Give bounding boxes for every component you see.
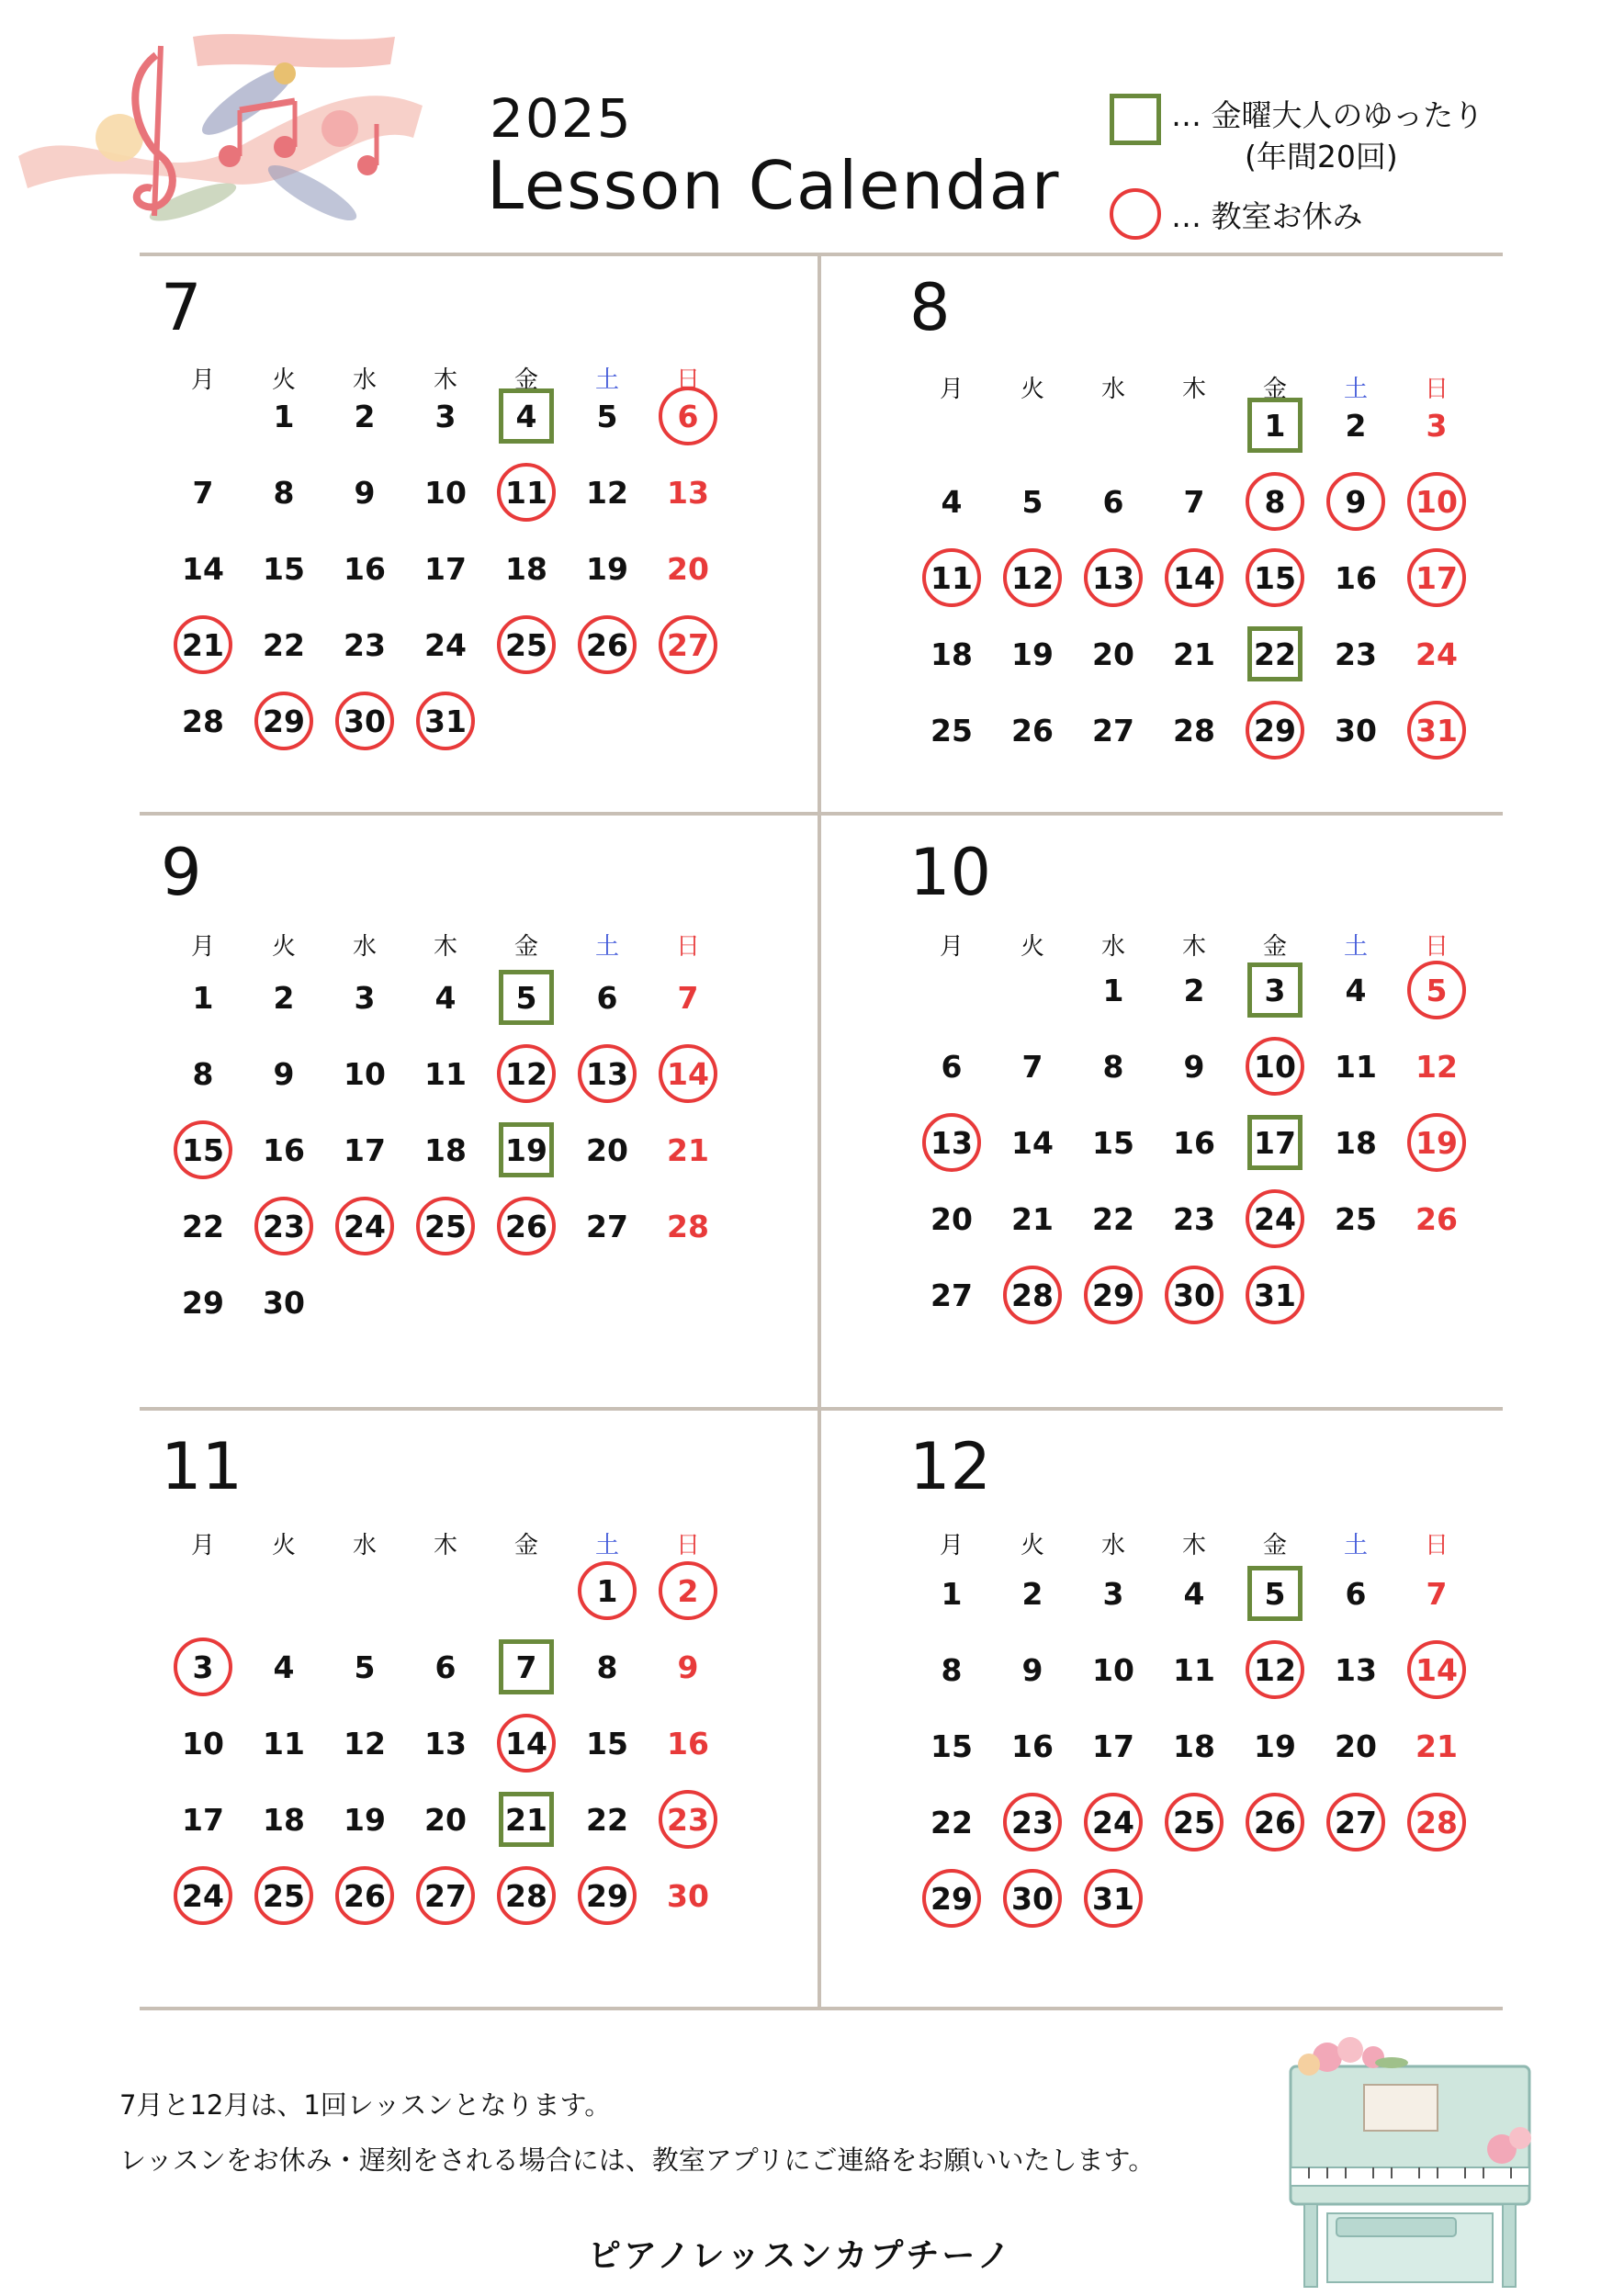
closed-day: 27: [416, 1866, 475, 1925]
weekday-label: 日: [675, 933, 700, 961]
closed-day: 28: [1003, 1266, 1062, 1324]
calendar-day: 19: [586, 550, 628, 587]
calendar-day: 5: [596, 398, 618, 434]
weekday-label: 火: [1020, 1532, 1044, 1559]
calendar-day: 23: [1173, 1200, 1215, 1237]
adult-lesson-day: 5: [499, 970, 554, 1025]
weekday-label: 火: [271, 366, 296, 394]
weekday-label: 水: [1100, 376, 1125, 403]
upright-piano-with-flowers-icon: [1272, 2030, 1548, 2291]
closed-day: 23: [254, 1197, 313, 1255]
calendar-day: 15: [586, 1725, 628, 1761]
calendar-day: 3: [354, 979, 376, 1016]
calendar-day: 4: [434, 979, 457, 1016]
calendar-day: 9: [1183, 1048, 1205, 1085]
month-number: 11: [161, 1429, 243, 1504]
calendar-day: 11: [263, 1725, 305, 1761]
closed-day: 25: [416, 1197, 475, 1255]
weekday-label: 火: [1020, 376, 1044, 403]
weekday-label: 木: [433, 366, 457, 394]
calendar-day: 19: [344, 1801, 386, 1838]
weekday-label: 土: [594, 366, 619, 394]
closed-day: 29: [1246, 701, 1304, 760]
adult-lesson-legend-sub: (年間20回): [1245, 139, 1398, 174]
weekday-label: 月: [939, 1532, 964, 1559]
adult-lesson-day: 5: [1247, 1566, 1303, 1621]
calendar-day: 30: [667, 1877, 709, 1914]
closed-day: 31: [1407, 701, 1466, 760]
weekday-label: 日: [675, 366, 700, 394]
divider-bottom: [140, 2007, 1503, 2010]
calendar-day: 9: [354, 474, 376, 511]
closed-day: 8: [1246, 472, 1304, 531]
calendar-day: 6: [596, 979, 618, 1016]
closed-day: 11: [497, 463, 556, 522]
weekday-label: 土: [594, 1532, 619, 1559]
calendar-day: 27: [930, 1277, 973, 1313]
closed-day: 13: [1084, 548, 1143, 607]
calendar-day: 11: [1173, 1651, 1215, 1688]
closed-day: 26: [497, 1197, 556, 1255]
weekday-label: 木: [433, 933, 457, 961]
weekday-label: 月: [939, 933, 964, 961]
closed-day: 29: [254, 692, 313, 750]
calendar-day: 27: [586, 1208, 628, 1244]
calendar-day: 25: [1335, 1200, 1377, 1237]
weekday-label: 日: [1424, 933, 1449, 961]
calendar-day: 8: [1102, 1048, 1124, 1085]
calendar-day: 4: [1183, 1575, 1205, 1612]
calendar-day: 6: [1102, 483, 1124, 520]
weekday-label: 日: [675, 1532, 700, 1559]
calendar-day: 22: [1092, 1200, 1134, 1237]
calendar-day: 1: [273, 398, 295, 434]
month-number: 8: [909, 270, 951, 345]
calendar-day: 16: [667, 1725, 709, 1761]
closed-day: 28: [497, 1866, 556, 1925]
closed-day: 14: [1407, 1640, 1466, 1699]
calendar-day: 22: [930, 1804, 973, 1840]
calendar-day: 21: [667, 1131, 709, 1168]
calendar-day: 20: [667, 550, 709, 587]
calendar-day: 6: [941, 1048, 963, 1085]
closed-day: 24: [174, 1866, 232, 1925]
weekday-label: 月: [939, 376, 964, 403]
adult-lesson-day: 19: [499, 1122, 554, 1177]
weekday-label: 金: [513, 933, 538, 961]
divider-top: [140, 253, 1503, 256]
closed-day-legend-label: … 教室お休み: [1171, 198, 1363, 234]
divider-vertical: [818, 254, 821, 2009]
calendar-day: 11: [424, 1055, 467, 1092]
calendar-day: 10: [182, 1725, 224, 1761]
closed-day: 14: [497, 1714, 556, 1773]
closed-day: 15: [174, 1120, 232, 1179]
closed-day: 13: [922, 1113, 981, 1172]
weekday-label: 土: [1343, 1532, 1368, 1559]
calendar-day: 15: [1092, 1124, 1134, 1161]
closed-day: 31: [1246, 1266, 1304, 1324]
calendar-day: 11: [1335, 1048, 1377, 1085]
calendar-day: 6: [434, 1649, 457, 1685]
closed-day: 31: [1084, 1869, 1143, 1928]
calendar-day: 28: [667, 1208, 709, 1244]
calendar-day: 10: [344, 1055, 386, 1092]
calendar-day: 14: [182, 550, 224, 587]
calendar-day: 17: [182, 1801, 224, 1838]
weekday-label: 水: [1100, 933, 1125, 961]
page-title: Lesson Calendar: [487, 147, 1061, 224]
closed-day: 11: [922, 548, 981, 607]
closed-day: 31: [416, 692, 475, 750]
closed-day: 15: [1246, 548, 1304, 607]
weekday-label: 金: [513, 1532, 538, 1559]
calendar-day: 23: [344, 626, 386, 663]
weekday-label: 火: [271, 933, 296, 961]
weekday-label: 金: [1262, 376, 1287, 403]
weekday-label: 土: [594, 933, 619, 961]
closed-day: 17: [1407, 548, 1466, 607]
calendar-day: 21: [1173, 636, 1215, 672]
calendar-day: 15: [930, 1728, 973, 1764]
closed-day: 30: [1003, 1869, 1062, 1928]
adult-lesson-day: 22: [1247, 626, 1303, 681]
calendar-day: 14: [1011, 1124, 1054, 1161]
calendar-day: 29: [182, 1284, 224, 1321]
calendar-day: 8: [273, 474, 295, 511]
calendar-day: 2: [1345, 407, 1367, 444]
weekday-label: 水: [352, 1532, 377, 1559]
calendar-day: 7: [1426, 1575, 1448, 1612]
weekday-label: 土: [1343, 376, 1368, 403]
calendar-day: 4: [941, 483, 963, 520]
calendar-day: 27: [1092, 712, 1134, 748]
note-contact: レッスンをお休み・遅刻をされる場合には、教室アプリにご連絡をお願いいたします。: [119, 2144, 1156, 2176]
note-single-lesson: 7月と12月は、1回レッスンとなります。: [119, 2089, 612, 2121]
calendar-day: 3: [434, 398, 457, 434]
closed-day: 14: [659, 1044, 717, 1103]
calendar-day: 20: [586, 1131, 628, 1168]
adult-lesson-day: 7: [499, 1639, 554, 1694]
calendar-day: 2: [1183, 972, 1205, 1008]
calendar-day: 8: [941, 1651, 963, 1688]
calendar-day: 12: [344, 1725, 386, 1761]
calendar-day: 22: [586, 1801, 628, 1838]
closed-day: 23: [659, 1790, 717, 1849]
calendar-day: 10: [1092, 1651, 1134, 1688]
calendar-day: 4: [273, 1649, 295, 1685]
calendar-day: 26: [1415, 1200, 1458, 1237]
calendar-day: 13: [667, 474, 709, 511]
month-number: 12: [909, 1429, 992, 1504]
closed-day: 25: [254, 1866, 313, 1925]
closed-day: 21: [174, 615, 232, 674]
weekday-label: 月: [190, 1532, 215, 1559]
calendar-day: 17: [344, 1131, 386, 1168]
calendar-day: 5: [354, 1649, 376, 1685]
closed-day: 29: [578, 1866, 637, 1925]
adult-lesson-legend-label: … 金曜大人のゆったり: [1171, 97, 1484, 133]
closed-day: 2: [659, 1561, 717, 1620]
closed-day: 9: [1326, 472, 1385, 531]
calendar-day: 19: [1254, 1728, 1296, 1764]
calendar-day: 15: [263, 550, 305, 587]
calendar-day: 17: [1092, 1728, 1134, 1764]
school-name: ピアノレッスンカプチーノ: [588, 2237, 1013, 2275]
closed-day: 30: [335, 692, 394, 750]
calendar-day: 1: [941, 1575, 963, 1612]
music-notes-flower-ribbon-icon: [9, 18, 441, 248]
closed-day: 26: [1246, 1793, 1304, 1851]
calendar-day: 30: [1335, 712, 1377, 748]
closed-day: 14: [1165, 548, 1224, 607]
calendar-day: 9: [677, 1649, 699, 1685]
weekday-label: 水: [352, 366, 377, 394]
closed-day-legend-icon: [1110, 188, 1161, 240]
closed-day: 1: [578, 1561, 637, 1620]
calendar-day: 9: [1021, 1651, 1043, 1688]
calendar-day: 18: [930, 636, 973, 672]
calendar-day: 1: [192, 979, 214, 1016]
closed-day: 6: [659, 387, 717, 445]
month-number: 10: [909, 835, 992, 910]
closed-day: 24: [1246, 1189, 1304, 1248]
weekday-label: 木: [1181, 1532, 1206, 1559]
calendar-day: 28: [182, 703, 224, 739]
calendar-day: 13: [1335, 1651, 1377, 1688]
calendar-year: 2025: [490, 87, 633, 150]
divider-2: [140, 1407, 1503, 1411]
calendar-day: 25: [930, 712, 973, 748]
closed-day: 28: [1407, 1793, 1466, 1851]
closed-day: 12: [1246, 1640, 1304, 1699]
calendar-day: 20: [1335, 1728, 1377, 1764]
adult-lesson-day: 4: [499, 388, 554, 444]
weekday-label: 水: [352, 933, 377, 961]
closed-day: 24: [335, 1197, 394, 1255]
calendar-day: 3: [1426, 407, 1448, 444]
calendar-day: 23: [1335, 636, 1377, 672]
closed-day: 25: [497, 615, 556, 674]
weekday-label: 木: [433, 1532, 457, 1559]
calendar-day: 18: [1335, 1124, 1377, 1161]
calendar-day: 24: [424, 626, 467, 663]
weekday-label: 金: [1262, 1532, 1287, 1559]
closed-day: 3: [174, 1638, 232, 1696]
calendar-day: 8: [192, 1055, 214, 1092]
calendar-day: 2: [354, 398, 376, 434]
closed-day: 29: [922, 1869, 981, 1928]
adult-lesson-day: 17: [1247, 1115, 1303, 1170]
closed-day: 25: [1165, 1793, 1224, 1851]
calendar-day: 20: [1092, 636, 1134, 672]
calendar-day: 10: [424, 474, 467, 511]
closed-day: 12: [497, 1044, 556, 1103]
closed-day: 29: [1084, 1266, 1143, 1324]
calendar-day: 16: [344, 550, 386, 587]
calendar-day: 17: [424, 550, 467, 587]
weekday-label: 木: [1181, 376, 1206, 403]
closed-day: 12: [1003, 548, 1062, 607]
calendar-day: 28: [1173, 712, 1215, 748]
calendar-day: 16: [1011, 1728, 1054, 1764]
closed-day: 10: [1246, 1037, 1304, 1096]
calendar-day: 18: [505, 550, 547, 587]
calendar-day: 6: [1345, 1575, 1367, 1612]
weekday-label: 火: [271, 1532, 296, 1559]
calendar-day: 3: [1102, 1575, 1124, 1612]
weekday-label: 日: [1424, 1532, 1449, 1559]
calendar-day: 9: [273, 1055, 295, 1092]
adult-lesson-day: 21: [499, 1792, 554, 1847]
divider-1: [140, 812, 1503, 816]
calendar-day: 7: [192, 474, 214, 511]
closed-day: 19: [1407, 1113, 1466, 1172]
closed-day: 24: [1084, 1793, 1143, 1851]
closed-day: 27: [659, 615, 717, 674]
calendar-day: 20: [930, 1200, 973, 1237]
weekday-label: 月: [190, 366, 215, 394]
closed-day: 23: [1003, 1793, 1062, 1851]
calendar-day: 16: [1335, 559, 1377, 596]
closed-day: 5: [1407, 961, 1466, 1019]
calendar-day: 16: [263, 1131, 305, 1168]
calendar-day: 19: [1011, 636, 1054, 672]
weekday-label: 火: [1020, 933, 1044, 961]
calendar-day: 21: [1011, 1200, 1054, 1237]
calendar-day: 18: [424, 1131, 467, 1168]
adult-lesson-day: 1: [1247, 398, 1303, 453]
weekday-label: 木: [1181, 933, 1206, 961]
calendar-day: 18: [1173, 1728, 1215, 1764]
calendar-day: 12: [586, 474, 628, 511]
closed-day: 13: [578, 1044, 637, 1103]
calendar-day: 22: [182, 1208, 224, 1244]
closed-day: 26: [578, 615, 637, 674]
calendar-day: 13: [424, 1725, 467, 1761]
weekday-label: 水: [1100, 1532, 1125, 1559]
weekday-label: 日: [1424, 376, 1449, 403]
calendar-day: 30: [263, 1284, 305, 1321]
closed-day: 27: [1326, 1793, 1385, 1851]
calendar-day: 8: [596, 1649, 618, 1685]
weekday-label: 土: [1343, 933, 1368, 961]
adult-lesson-legend-icon: [1110, 94, 1161, 145]
closed-day: 30: [1165, 1266, 1224, 1324]
calendar-day: 2: [273, 979, 295, 1016]
calendar-day: 20: [424, 1801, 467, 1838]
calendar-day: 21: [1415, 1728, 1458, 1764]
calendar-day: 4: [1345, 972, 1367, 1008]
calendar-day: 2: [1021, 1575, 1043, 1612]
calendar-day: 1: [1102, 972, 1124, 1008]
weekday-label: 金: [513, 366, 538, 394]
weekday-label: 月: [190, 933, 215, 961]
calendar-day: 12: [1415, 1048, 1458, 1085]
month-number: 7: [161, 270, 202, 345]
calendar-day: 7: [677, 979, 699, 1016]
weekday-label: 金: [1262, 933, 1287, 961]
adult-lesson-day: 3: [1247, 962, 1303, 1018]
calendar-day: 22: [263, 626, 305, 663]
calendar-day: 18: [263, 1801, 305, 1838]
calendar-day: 7: [1021, 1048, 1043, 1085]
calendar-day: 5: [1021, 483, 1043, 520]
calendar-day: 7: [1183, 483, 1205, 520]
calendar-day: 24: [1415, 636, 1458, 672]
closed-day: 10: [1407, 472, 1466, 531]
calendar-day: 26: [1011, 712, 1054, 748]
calendar-day: 16: [1173, 1124, 1215, 1161]
month-number: 9: [161, 835, 202, 910]
closed-day: 26: [335, 1866, 394, 1925]
